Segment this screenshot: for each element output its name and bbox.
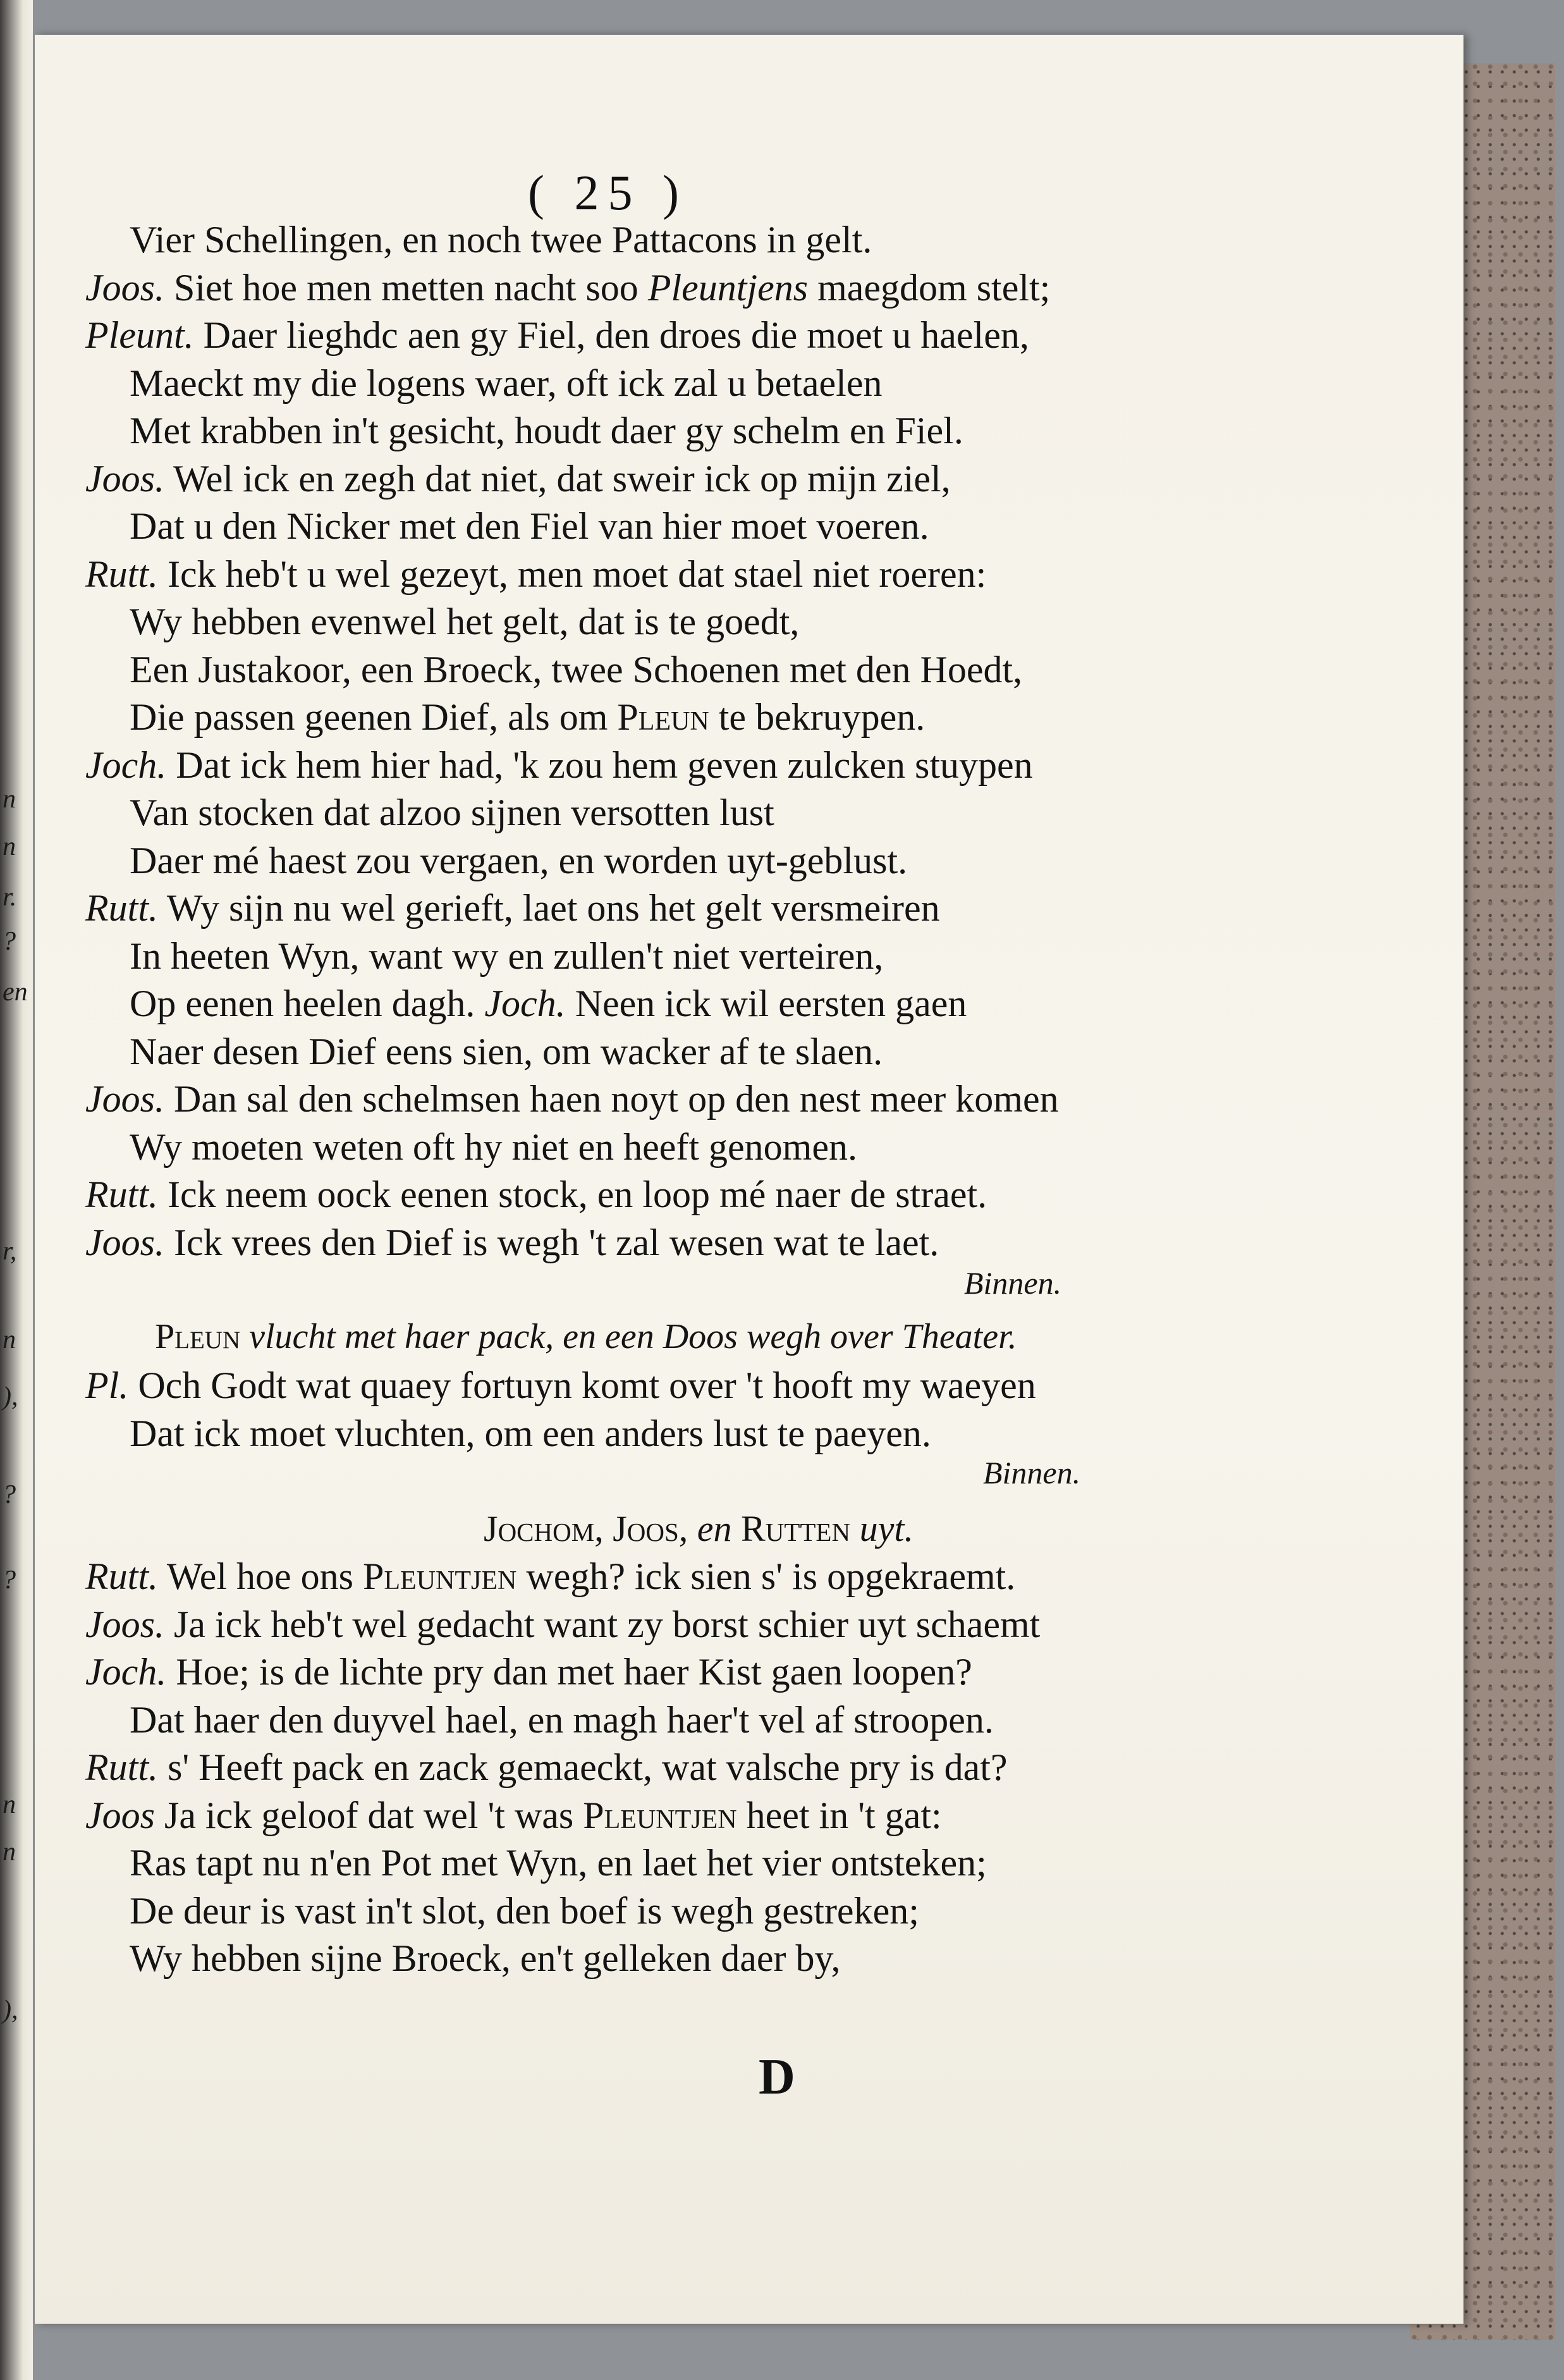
left-page-fragments bbox=[0, 0, 28, 2380]
speaker-label: Joch. bbox=[85, 1651, 167, 1693]
line-text: Wy hebben evenwel het gelt, dat is te goedt, bbox=[130, 601, 800, 642]
line-text: Daer lieghdc aen gy Fiel, den droes die moet u haelen, bbox=[203, 314, 1029, 356]
line-text: De deur is vast in't slot, den boef is wegh gestreken; bbox=[130, 1889, 919, 1932]
line-text-after: heet in 't gat: bbox=[746, 1794, 942, 1836]
speaker-label: Joch. bbox=[85, 744, 167, 786]
line-text: Dan sal den schelmsen haen noyt op den nest meer komen bbox=[173, 1078, 1059, 1120]
left-fragment: n bbox=[3, 785, 16, 814]
stage-direction bbox=[155, 1316, 1017, 1357]
verse-line bbox=[130, 362, 882, 405]
verse-line bbox=[85, 1077, 1059, 1121]
catchword: D bbox=[759, 2049, 795, 2105]
verse-line bbox=[130, 1126, 857, 1169]
direction-text: uyt. bbox=[859, 1507, 913, 1549]
line-text: Met krabben in't gesicht, houdt daer gy schelm en Fiel. bbox=[130, 410, 963, 451]
stage-direction: Jochom, Joos, en Rutten uyt. bbox=[484, 1507, 913, 1549]
line-text: Naer desen Dief eens sien, om wacker af te slaen. bbox=[130, 1030, 883, 1072]
speaker-label: Rutt. bbox=[85, 1174, 158, 1215]
verse-line bbox=[130, 1030, 883, 1074]
line-text: Hoe; is de lichte pry dan met haer Kist gaen loopen? bbox=[176, 1651, 972, 1693]
line-text: Wel ick en zegh dat niet, dat sweir ick op mijn ziel, bbox=[173, 457, 951, 500]
verse-line bbox=[85, 744, 1033, 787]
verse-line bbox=[85, 1221, 939, 1265]
line-text: Een Justakoor, een Broeck, twee Schoenen met den Hoedt, bbox=[130, 648, 1023, 690]
speaker-label: Joos. bbox=[85, 1078, 164, 1120]
verse-line bbox=[85, 553, 986, 596]
line-text: Ick vrees den Dief is wegh 't zal wesen wat te laet. bbox=[173, 1221, 939, 1263]
line-text: Wy sijn nu wel gerieft, laet ons het gelt versmeiren bbox=[166, 887, 940, 929]
line-text: Die passen geenen Dief, als om bbox=[130, 696, 608, 738]
left-fragment: n bbox=[3, 1790, 16, 1819]
speaker-label: Rutt. bbox=[85, 887, 158, 929]
speaker-label: Joos. bbox=[85, 457, 164, 500]
stage-exit: Binnen. bbox=[983, 1455, 1081, 1490]
direction-text: vlucht met haer pack, en een Doos wegh over Theater. bbox=[249, 1316, 1017, 1356]
line-text: Ick neem oock eenen stock, en loop mé naer de straet. bbox=[168, 1174, 987, 1215]
speaker-label: Rutt. bbox=[85, 1746, 158, 1788]
verse-line bbox=[85, 1555, 1015, 1598]
line-text: Siet hoe men metten nacht soo bbox=[173, 266, 638, 309]
character-name: Jochom bbox=[484, 1507, 595, 1549]
line-text: Ja ick geloof dat wel 't was bbox=[164, 1794, 574, 1836]
verse-line bbox=[130, 648, 1022, 692]
line-text-after: wegh? ick sien s' is opgekraemt. bbox=[526, 1555, 1016, 1597]
line-text: Op eenen heelen dagh. bbox=[130, 983, 475, 1024]
verse-line bbox=[130, 1937, 841, 1980]
speaker-label: Pleunt. bbox=[85, 314, 194, 356]
speaker-label: Joos. bbox=[85, 266, 164, 309]
line-text: In heeten Wyn, want wy en zullen't niet verteiren, bbox=[130, 935, 884, 977]
line-text: Wy moeten weten oft hy niet en heeft genomen. bbox=[130, 1126, 857, 1168]
verse-line bbox=[85, 266, 1050, 310]
character-name: Joos bbox=[613, 1507, 679, 1549]
small-caps-name: Pleuntjen bbox=[583, 1794, 737, 1836]
italic-name: Pleuntjens bbox=[647, 266, 809, 309]
line-text: Ick heb't u wel gezeyt, men moet dat stael niet roeren: bbox=[168, 553, 987, 595]
character-name: Pleun bbox=[155, 1316, 241, 1356]
left-fragment: ), bbox=[3, 1382, 18, 1411]
page-number: ( 25 ) bbox=[528, 165, 688, 220]
verse-line bbox=[85, 314, 1029, 357]
verse-line bbox=[130, 1412, 931, 1456]
left-fragment: ? bbox=[3, 1480, 16, 1509]
line-text-after: Neen ick wil eersten gaen bbox=[575, 983, 967, 1024]
left-fragment: en bbox=[3, 978, 28, 1007]
conjunction: en bbox=[697, 1507, 732, 1549]
verse-line bbox=[130, 218, 872, 262]
speaker-label: Rutt. bbox=[85, 553, 158, 595]
verse-line bbox=[85, 457, 951, 501]
verse-line bbox=[85, 1746, 1008, 1789]
line-text: Dat ick moet vluchten, om een anders lust te paeyen. bbox=[130, 1412, 931, 1454]
verse-line bbox=[85, 1364, 1036, 1408]
line-text: Vier Schellingen, en noch twee Pattacons in gelt. bbox=[130, 219, 872, 261]
line-text: Ras tapt nu n'en Pot met Wyn, en laet het vier ontsteken; bbox=[130, 1842, 987, 1884]
speaker-label: Joch. bbox=[484, 983, 566, 1024]
line-text: Wel hoe ons bbox=[166, 1555, 354, 1597]
small-caps-name: Pleuntjen bbox=[363, 1555, 517, 1597]
verse-line bbox=[130, 600, 799, 644]
verse-line bbox=[85, 1603, 1040, 1647]
left-fragment: r. bbox=[3, 883, 17, 912]
verse-line bbox=[85, 1173, 987, 1217]
verse-line bbox=[130, 505, 929, 548]
verse-line bbox=[130, 1698, 994, 1742]
speaker-label: Joos. bbox=[85, 1221, 164, 1263]
verse-line bbox=[130, 791, 774, 835]
speaker-label: Rutt. bbox=[85, 1555, 158, 1597]
left-fragment: ? bbox=[3, 927, 16, 956]
line-text: Daer mé haest zou vergaen, en worden uyt-geblust. bbox=[130, 839, 908, 881]
verse-line bbox=[130, 696, 925, 739]
verse-line bbox=[85, 886, 940, 930]
speaker-label: Joos. bbox=[85, 1603, 164, 1645]
line-text: Och Godt wat quaey fortuyn komt over 't hooft my waeyen bbox=[138, 1365, 1036, 1406]
line-text: Maeckt my die logens waer, oft ick zal u betaelen bbox=[130, 362, 883, 404]
line-text-after: te bekruypen. bbox=[718, 696, 926, 738]
verse-line bbox=[85, 1794, 942, 1837]
line-text: Van stocken dat alzoo sijnen versotten lust bbox=[130, 792, 774, 833]
character-name: Rutten bbox=[741, 1507, 851, 1549]
line-text: Ja ick heb't wel gedacht want zy borst schier uyt schaemt bbox=[173, 1603, 1041, 1645]
left-fragment: ? bbox=[3, 1566, 16, 1595]
speaker-label: Pl. bbox=[85, 1365, 129, 1406]
verse-line bbox=[130, 1889, 919, 1933]
left-fragment: n bbox=[3, 832, 16, 861]
left-fragment: ), bbox=[3, 1996, 18, 2025]
verse-line bbox=[85, 1650, 972, 1694]
line-text: Dat haer den duyvel hael, en magh haer't vel af stroopen. bbox=[130, 1698, 994, 1741]
verse-line bbox=[130, 1841, 987, 1885]
verse-line bbox=[130, 839, 907, 883]
stage-exit: Binnen. bbox=[964, 1265, 1062, 1301]
left-fragment: r, bbox=[3, 1237, 17, 1266]
left-fragment: n bbox=[3, 1837, 16, 1867]
line-text-after: maegdom stelt; bbox=[817, 266, 1051, 309]
verse-line bbox=[130, 982, 967, 1026]
line-text: Dat u den Nicker met den Fiel van hier moet voeren. bbox=[130, 505, 929, 547]
verse-line bbox=[130, 409, 963, 453]
book-page bbox=[35, 35, 1463, 2324]
left-fragment: n bbox=[3, 1325, 16, 1354]
line-text: s' Heeft pack en zack gemaeckt, wat valsche pry is dat? bbox=[168, 1746, 1008, 1788]
small-caps-name: Pleun bbox=[617, 696, 709, 738]
line-text: Wy hebben sijne Broeck, en't gelleken daer by, bbox=[130, 1937, 841, 1979]
verse-line bbox=[130, 935, 883, 978]
line-text: Dat ick hem hier had, 'k zou hem geven zulcken stuypen bbox=[176, 744, 1033, 786]
speaker-label: Joos bbox=[85, 1794, 155, 1836]
